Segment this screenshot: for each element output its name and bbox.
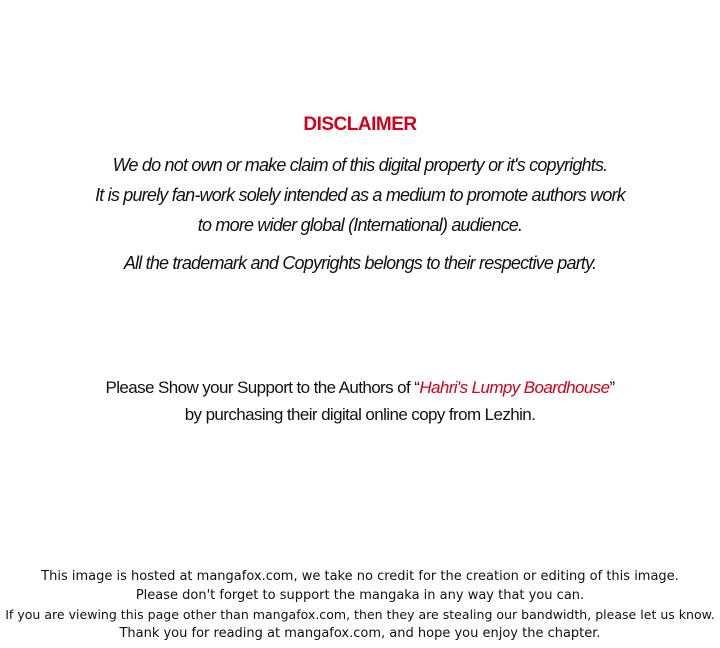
support-line-2: by purchasing their digital online copy from Lezhin.	[184, 405, 536, 424]
disclaimer-line: All the trademark and Copyrights belongs to their respective party.	[123, 253, 597, 273]
disclaimer-title: DISCLAIMER	[303, 114, 417, 135]
support-line-1	[0, 378, 720, 398]
footer-line: Please don't forget to support the mangaka in any way that you can.	[135, 588, 585, 603]
series-title: Hahri's Lumpy Boardhouse	[419, 378, 610, 397]
footer-line: This image is hosted at mangafox.com, we take no credit for the creation or editing of this image.	[41, 569, 679, 584]
disclaimer-line: We do not own or make claim of this digital property or it's copyrights.	[112, 155, 608, 175]
footer-line: If you are viewing this page other than mangafox.com, then they are stealing our bandwidth, please let us know.	[5, 607, 715, 622]
disclaimer-line: It is purely fan-work solely intended as a medium to promote authors work	[95, 185, 625, 205]
disclaimer-line: to more wider global (International) audience.	[197, 215, 523, 235]
support-prefix: Please Show your Support to the Authors of “	[105, 378, 420, 397]
footer-line: Thank you for reading at mangafox.com, and hope you enjoy the chapter.	[119, 626, 601, 641]
support-suffix: ”	[609, 378, 615, 397]
